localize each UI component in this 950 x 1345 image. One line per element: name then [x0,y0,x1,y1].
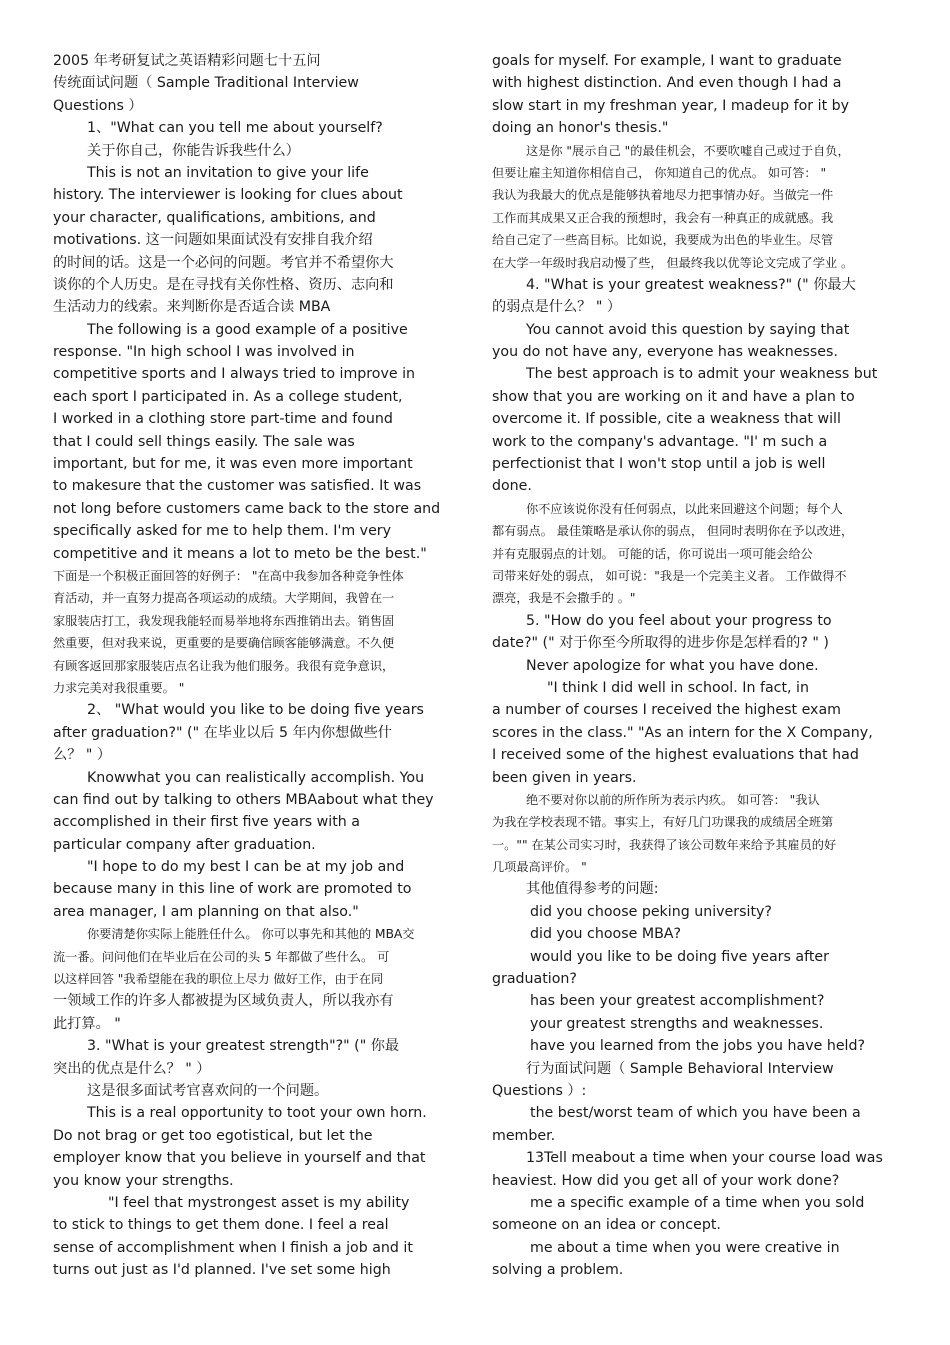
text-line: 2、 "What would you like to be doing five years [87,702,424,719]
text-line: solving a problem. [492,1262,624,1279]
text-line: Questions ） [53,97,143,114]
text-line: doing an honor's thesis." [492,120,669,137]
text-line: graduation? [492,971,577,988]
text-line: with highest distinction. And even though I had a [492,75,842,92]
text-line: accomplished in their first five years with a [53,814,360,831]
text-line: your character, qualifications, ambitions, and [53,209,376,226]
text-line: 2005 年考研复试之英语精彩问题七十五问 [53,53,321,69]
text-line: 谈你的个人历史。是在寻找有关你性格、资历、志向和 [53,276,394,293]
text-line: Questions ）: [492,1082,587,1099]
text-line: Never apologize for what you have done. [526,657,819,674]
text-line: The best approach is to admit your weakness but [526,366,878,383]
text-line: 流一番。问问他们在毕业后在公司的头 5 年都做了些什么。 可 [53,949,390,964]
text-line: 漂亮，我是不会撒手的 。" [492,591,636,606]
text-line: slow start in my freshman year, I madeup for it by [492,97,850,114]
text-line: to makesure that the customer was satisfied. It was [53,478,422,495]
text-line: 给自己定了一些高目标。比如说，我要成为出色的毕业生。尽管 [492,233,834,248]
text-line: 其他值得参考的问题: [526,881,659,898]
text-line: you do not have any, everyone has weaknesses. [492,344,838,361]
text-line: to stick to things to get them done. I feel a real [53,1217,389,1234]
text-line: has been your greatest accomplishment? [530,993,825,1010]
text-line: I received some of the highest evaluations that had [492,747,859,764]
text-line: 行为面试问题（ Sample Behavioral Interview [526,1060,834,1077]
text-line: competitive and it means a lot to meto be the best." [53,545,427,562]
text-line: would you like to be doing five years after [530,948,829,965]
text-line: motivations. 这一问题如果面试没有安排自我介绍 [53,232,373,249]
text-line: 生活动力的线索。来判断你是否适合读 MBA [53,299,331,316]
right-text-column [492,50,907,1281]
text-line: You cannot avoid this question by saying that [526,321,850,338]
text-line: not long before customers came back to the store and [53,500,441,517]
text-line: important, but for me, it was even more important [53,456,413,473]
text-line: 一领域工作的许多人都被提为区域负责人，所以我亦有 [53,993,394,1010]
text-line: "I think I did well in school. In fact, in [547,679,809,696]
text-line: 这是你 "展示自己 "的最佳机会，不要吹嘘自己或过于自负， [526,143,850,158]
text-line: 力求完美对我很重要。 " [53,680,185,695]
text-line: a number of courses I received the highest exam [492,702,841,719]
text-line: employer know that you believe in yourself and that [53,1150,426,1167]
text-line: 一。"" 在某公司实习时，我获得了该公司数年来给予其雇员的好 [492,837,837,852]
text-line: 司带来好处的弱点， 如可说："我是一个完美主义者。 工作做得不 [492,568,847,583]
text-line: specifically asked for me to help them. I'm very [53,523,392,540]
text-line: 你要清楚你实际上能胜任什么。 你可以事先和其他的 MBA交 [87,927,415,942]
text-line: your greatest strengths and weaknesses. [530,1015,824,1032]
text-line: 的弱点是什么？ " ） [492,299,622,316]
text-line: overcome it. If possible, cite a weakness that will [492,411,841,428]
text-line: Knowwhat you can realistically accomplish. You [87,769,425,786]
text-line: 3. "What is your greatest strength"?" (" 你最 [87,1038,400,1055]
text-line: can find out by talking to others MBAabout what they [53,791,434,808]
text-line: heaviest. How did you get all of your work done? [492,1172,840,1189]
text-line: 此打算。 " [53,1015,121,1032]
text-line: 但要让雇主知道你相信自己， 你知道自己的优点。 如可答： " [492,165,827,180]
text-line: 然重要，但对我来说，更重要的是要确信顾客能够满意。不久便 [53,636,395,651]
text-line: me a specific example of a time when you sold [530,1194,865,1211]
text-line: you know your strengths. [53,1172,234,1189]
text-line: 在大学一年级时我启动慢了些， 但最终我以优等论文完成了学业 。 [492,255,854,270]
text-line: 关于你自己，你能告诉我些什么） [87,142,300,159]
text-line: goals for myself. For example, I want to graduate [492,53,842,69]
left-text-column [53,50,468,1281]
text-line: area manager, I am planning on that also." [53,903,359,920]
text-line: response. "In high school I was involved in [53,344,355,361]
text-line: history. The interviewer is looking for clues about [53,187,403,204]
text-line: scores in the class." "As an intern for the X Company, [492,724,873,741]
text-line: 工作而其成果又正合我的预想时，我会有一种真正的成就感。我 [492,210,834,225]
text-line: 家服装店打工，我发现我能轻而易举地将东西推销出去。销售固 [53,613,395,628]
text-line: 绝不要对你以前的所作所为表示内疚。 如可答： "我认 [526,792,820,807]
text-line: show that you are working on it and have a plan to [492,388,855,405]
text-line: me about a time when you were creative in [530,1239,840,1256]
text-line: 下面是一个积极正面回答的好例子： "在高中我参加各种竞争性体 [53,568,404,583]
text-line: that I could sell things easily. The sale was [53,433,355,450]
text-line: 这是很多面试考官喜欢问的一个问题。 [87,1082,329,1099]
text-line: after graduation?" (" 在毕业以后 5 年内你想做些什 [53,724,392,741]
text-line: The following is a good example of a positive [87,321,408,338]
text-line: particular company after graduation. [53,836,316,853]
text-line: member. [492,1127,556,1144]
text-line: did you choose peking university? [530,903,772,920]
text-line: someone on an idea or concept. [492,1217,721,1234]
text-line: I worked in a clothing store part-time and found [53,411,393,428]
text-line: because many in this line of work are promoted to [53,881,412,898]
text-line: 突出的优点是什么？ " ） [53,1060,211,1077]
text-line: each sport I participated in. As a college student, [53,388,403,405]
text-line: "I feel that mystrongest asset is my ability [108,1194,410,1211]
text-line: 都有弱点。 最佳策略是承认你的弱点， 但同时表明你在予以改进， [492,524,854,539]
text-line: perfectionist that I won't stop until a job is well [492,456,826,473]
text-line: 5. "How do you feel about your progress to [526,612,832,629]
text-line: 几项最高评价。 " [492,860,587,875]
text-line: 我认为我最大的优点是能够执着地尽力把事情办好。当做完一件 [492,188,834,203]
text-line: 以这样回答 "我希望能在我的职位上尽力 做好工作，由于在同 [53,972,384,987]
text-line: 传统面试问题（ Sample Traditional Interview [53,75,359,92]
text-line: "I hope to do my best I can be at my job and [87,859,405,876]
text-line: the best/worst team of which you have been a [530,1105,861,1122]
text-line: 的时间的话。这是一个必问的问题。考官并不希望你大 [53,254,394,271]
text-line: 么？ " ） [53,747,112,764]
text-line: turns out just as I'd planned. I've set some high [53,1262,391,1279]
text-line: 有顾客返回那家服装店点名让我为他们服务。我很有竞争意识， [53,658,395,673]
text-line: did you choose MBA? [530,926,682,943]
text-line: 13Tell meabout a time when your course load was [526,1150,883,1167]
text-line: been given in years. [492,769,637,786]
text-line: work to the company's advantage. "I' m such a [492,433,828,450]
text-line: 1、"What can you tell me about yourself? [87,120,383,137]
text-line: done. [492,478,532,495]
text-line: 你不应该说你没有任何弱点，以此来回避这个问题；每个人 [526,501,843,516]
text-line: This is not an invitation to give your life [87,164,369,181]
text-line: have you learned from the jobs you have held? [530,1038,866,1055]
text-line: date?" (" 对于你至今所取得的进步你是怎样看的? " ) [492,635,829,652]
text-line: 4. "What is your greatest weakness?" (" 你最大 [526,276,856,293]
text-line: 为我在学校表现不错。事实上，有好几门功课我的成绩居全班第 [492,815,834,830]
text-line: 育活动，并一直努力提高各项运动的成绩。大学期间，我曾在一 [53,591,395,606]
text-line: 并有克服弱点的计划。 可能的话，你可说出一项可能会给公 [492,546,813,561]
text-line: Do not brag or get too egotistical, but let the [53,1127,373,1144]
text-line: competitive sports and I always tried to improve in [53,366,416,383]
text-line: This is a real opportunity to toot your own horn. [87,1105,427,1122]
text-line: sense of accomplishment when I finish a job and it [53,1239,413,1256]
